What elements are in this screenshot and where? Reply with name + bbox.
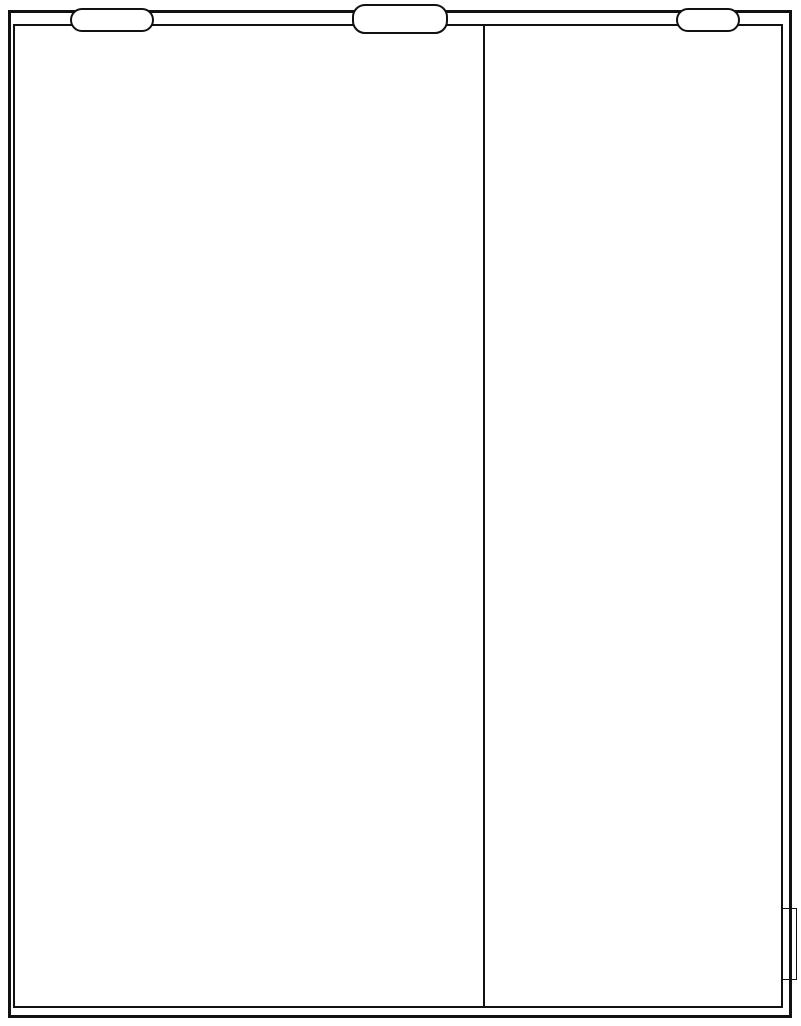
surah-label — [676, 8, 740, 32]
juz-label — [70, 8, 154, 32]
verse-list — [0, 36, 801, 1008]
page-number — [352, 4, 448, 34]
page-header — [0, 0, 801, 36]
